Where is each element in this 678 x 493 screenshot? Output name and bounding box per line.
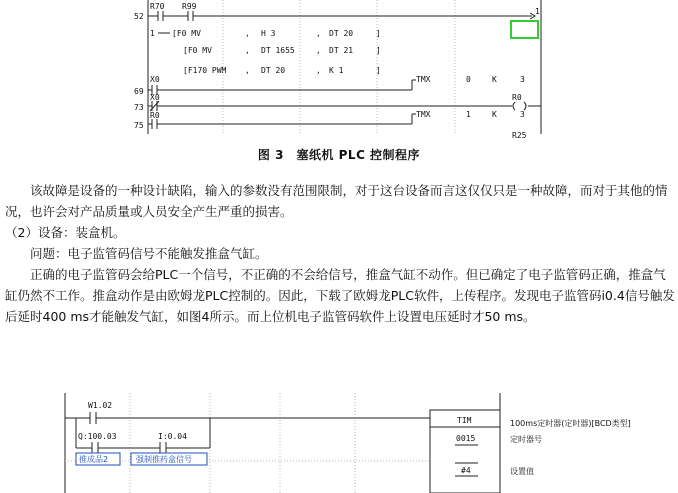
svg-text:DT 1655: DT 1655	[261, 46, 295, 55]
rung-52-output: 1	[535, 7, 540, 16]
figure-3-ladder	[0, 0, 678, 140]
set-value-description: 设置值	[510, 467, 534, 476]
figure-4-ladder	[0, 393, 678, 493]
rung-73-number: 73	[134, 103, 144, 112]
svg-text:,: ,	[316, 66, 321, 75]
rung-75-timer-no: 1	[466, 110, 471, 119]
paragraph-3: 问题：电子监管码信号不能触发推盒气缸。	[30, 246, 268, 261]
timer-set-value: #4	[461, 466, 471, 475]
svg-text:,: ,	[316, 29, 321, 38]
contact-2-address: Q:100.03	[78, 432, 117, 441]
timer-instruction: TIM	[457, 416, 472, 425]
figure-3-caption: 图 3 塞纸机 PLC 控制程序	[257, 148, 421, 162]
rung-69-value: 3	[520, 75, 525, 84]
instruction-block-number: 1	[150, 29, 155, 38]
paragraph-1: 该故障是设备的一种设计缺陷，输入的参数没有范围限制，对于这台设备而言这仅仅只是一种故障，而对于其他的情况，也许会对产品质量或人员安全产生严重的损害。	[5, 183, 668, 219]
instruction-line-3	[183, 66, 381, 75]
contact-3-address: I:0.04	[158, 432, 187, 441]
svg-text:DT 21: DT 21	[329, 46, 354, 55]
rung-69-timer-no: 0	[466, 75, 471, 84]
svg-text:,: ,	[245, 29, 250, 38]
rung-73-coil-label: R0	[512, 93, 522, 102]
rung-69-number: 69	[134, 87, 144, 96]
rung-75-number: 75	[134, 121, 144, 130]
paragraph-4: 正确的电子监管码会给PLC一个信号，不正确的不会给信号，推盒气缸不动作。但已确定了电子监管码正确，推盒气缸仍然不工作。推盒动作是由欧姆龙PLC控制的。因此，下载了欧姆龙PLC软件，上传程序。发现电子监管码i0.4信号触发后延时400 ms才能触发气缸，如图4所示。而上位机电子监管码软件上设置电压延时才50 ms。	[5, 267, 675, 324]
svg-text:]: ]	[376, 46, 381, 55]
svg-text:,: ,	[245, 46, 250, 55]
contact-3-label: 强制推药盒信号	[136, 455, 192, 464]
svg-text:,: ,	[316, 46, 321, 55]
body-text	[5, 180, 675, 327]
rung-75-k: K	[492, 110, 497, 119]
rung-69-k: K	[492, 75, 497, 84]
svg-text:[F0 MV: [F0 MV	[183, 46, 212, 55]
rung-52-contact-1-label: R70	[150, 2, 165, 11]
rung-75-coil-type: TMX	[416, 110, 431, 119]
svg-text:,: ,	[245, 66, 250, 75]
paragraph-2: （2）设备：装盒机。	[5, 225, 126, 240]
rung-52-contact-2-label: R99	[182, 2, 197, 11]
svg-text:[F170 PWM: [F170 PWM	[183, 66, 227, 75]
rung-52-number: 52	[134, 12, 144, 21]
timer-number: 0015	[456, 434, 476, 443]
contact-2-label: 推成品2	[79, 455, 109, 464]
rung-69-contact-label: X0	[150, 75, 160, 84]
instruction-line-2	[183, 46, 381, 55]
svg-text:]: ]	[376, 66, 381, 75]
rung-73-contact-label: X0	[150, 93, 160, 102]
svg-text:DT 20: DT 20	[261, 66, 286, 75]
rung-75-contact-label: R0	[150, 111, 160, 120]
contact-1-address: W1.02	[88, 401, 113, 410]
svg-text:DT 20: DT 20	[329, 29, 354, 38]
svg-text:]: ]	[376, 29, 381, 38]
rung-75-cut-label: R25	[512, 131, 527, 140]
svg-text:[F0 MV: [F0 MV	[172, 29, 201, 38]
rung-75-value: 3	[520, 110, 525, 119]
svg-text:K 1: K 1	[329, 66, 344, 75]
svg-text:H 3: H 3	[261, 29, 276, 38]
rung-69-coil-type: TMX	[416, 75, 431, 84]
timer-number-description: 定时器号	[510, 435, 542, 444]
instruction-line-1	[172, 29, 381, 38]
timer-description: 100ms定时器(定时器)[BCD类型]	[510, 419, 631, 428]
green-highlight-box	[511, 21, 538, 38]
